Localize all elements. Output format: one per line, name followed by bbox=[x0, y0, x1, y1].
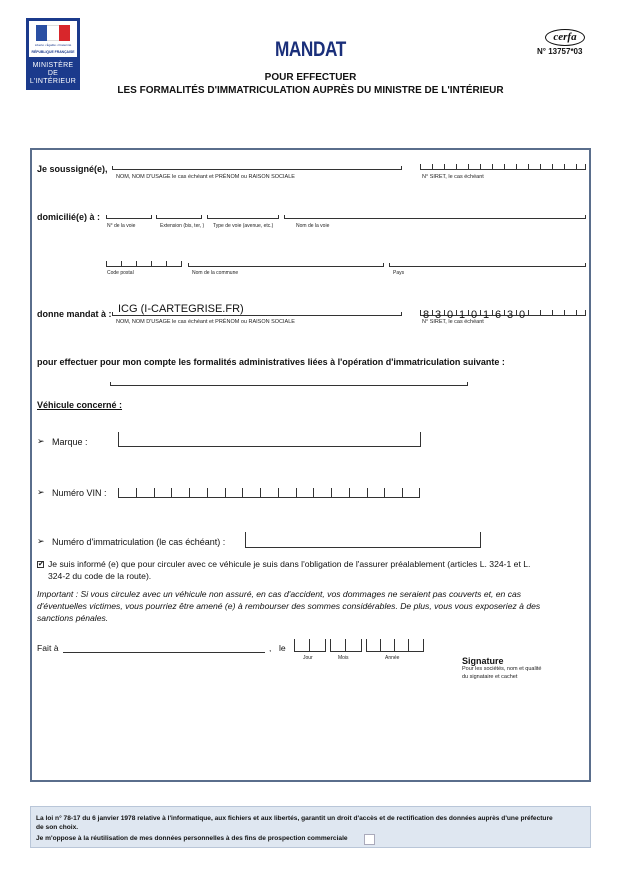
mandat-value: ICG (I-CARTEGRISE.FR) bbox=[118, 303, 244, 315]
domicile-label: domicilié(e) à : bbox=[37, 212, 101, 222]
marque-label: Marque : bbox=[52, 437, 88, 447]
ministry-name: MINISTÈRE DE L'INTÉRIEUR bbox=[29, 62, 77, 85]
operation-label: pour effectuer pour mon compte les formalités administratives liées à l'opération d'immatriculation suivante : bbox=[37, 357, 505, 367]
assurance-text-1: Je suis informé (e) que pour circuler avec ce véhicule je suis dans l'obligation de l'assurer préalablement (articles L. 324-1 et L. bbox=[48, 559, 531, 569]
assurance-text-2: 324-2 du code de la route). bbox=[48, 571, 152, 581]
siret-digit: 8 bbox=[422, 309, 430, 321]
siret-digit: 3 bbox=[434, 309, 442, 321]
commune-hint: Nom de la commune bbox=[192, 270, 239, 276]
assurance-checkbox[interactable]: ✔ bbox=[38, 561, 44, 568]
le-label: le bbox=[279, 643, 286, 653]
siret-digit: 0 bbox=[470, 309, 478, 321]
form-frame bbox=[30, 148, 591, 782]
opposition-text: Je m'oppose à la réutilisation de mes données personnelles à des fins de prospection commerciale bbox=[36, 835, 348, 842]
siret-hint-1: N° SIRET, le cas échéant bbox=[422, 174, 484, 180]
cerfa-logo: cerfa bbox=[545, 29, 585, 46]
signature-title: Signature bbox=[462, 656, 504, 666]
commune-field[interactable] bbox=[188, 263, 384, 267]
addr-type-field[interactable] bbox=[207, 215, 279, 219]
signature-hint-1: Pour les sociétés, nom et qualité bbox=[462, 666, 542, 672]
siret-digit: 0 bbox=[518, 309, 526, 321]
important-line-1: Important : Si vous circulez avec un véhicule non assuré, en cas d'accident, vos dommages ne seraient pas couverts et, en cas bbox=[37, 589, 522, 599]
siret-field-1[interactable] bbox=[420, 164, 586, 170]
immat-field[interactable] bbox=[245, 532, 481, 548]
soussigne-field[interactable] bbox=[112, 166, 402, 170]
loi-line-2: de son choix. bbox=[36, 824, 79, 831]
annee-field[interactable] bbox=[366, 640, 424, 652]
siret-hint-2: N° SIRET, le cas échéant bbox=[422, 319, 484, 325]
arrow-icon: ➢ bbox=[37, 487, 45, 497]
mandat-label: donne mandat à : bbox=[37, 309, 112, 319]
signature-hint-2: du signataire et cachet bbox=[462, 674, 518, 680]
mois-field[interactable] bbox=[330, 640, 362, 652]
jour-field[interactable] bbox=[294, 640, 326, 652]
soussigne-hint: NOM, NOM D'USAGE le cas échéant et PRÉNOM ou RAISON SOCIALE bbox=[116, 174, 295, 180]
arrow-icon: ➢ bbox=[37, 436, 45, 446]
siret-field-2[interactable] bbox=[420, 309, 586, 321]
siret-digit: 6 bbox=[494, 309, 502, 321]
marque-field[interactable] bbox=[118, 432, 421, 447]
mandat-hint: NOM, NOM D'USAGE le cas échéant et PRÉNOM ou RAISON SOCIALE bbox=[116, 319, 295, 325]
siret-digit: 1 bbox=[458, 309, 466, 321]
vehicule-heading: Véhicule concerné : bbox=[37, 400, 123, 410]
addr-name-hint: Nom de la voie bbox=[296, 223, 330, 229]
vin-label: Numéro VIN : bbox=[52, 488, 107, 498]
logo-motto: Liberté • Égalité • Fraternité bbox=[34, 43, 72, 47]
vin-field[interactable] bbox=[118, 489, 420, 498]
jour-hint: Jour bbox=[303, 655, 313, 661]
annee-hint: Année bbox=[385, 655, 400, 661]
postal-code-hint: Code postal bbox=[107, 270, 134, 276]
siret-digit: 1 bbox=[482, 309, 490, 321]
footer-notice bbox=[30, 806, 591, 848]
pays-field[interactable] bbox=[389, 263, 586, 267]
immat-label: Numéro d'immatriculation (le cas échéant) : bbox=[52, 537, 226, 547]
addr-ext-hint: Extension (bis, ter, ) bbox=[160, 223, 205, 229]
cerfa-number: N° 13757*03 bbox=[537, 47, 583, 56]
important-line-3: sanctions pénales. bbox=[37, 613, 109, 623]
page-title: MANDAT bbox=[274, 38, 346, 61]
fait-label: Fait à bbox=[37, 643, 59, 653]
addr-num-hint: N° de la voie bbox=[107, 223, 136, 229]
addr-num-field[interactable] bbox=[106, 215, 152, 219]
fait-comma: , bbox=[269, 643, 272, 653]
loi-line-1: La loi n° 78-17 du 6 janvier 1978 relative à l'informatique, aux fichiers et aux libertés, garantit un droit d'accès et de rectification des données auprès d'une préfecture bbox=[36, 815, 553, 822]
fait-field[interactable] bbox=[63, 652, 265, 653]
logo-republic: RÉPUBLIQUE FRANÇAISE bbox=[31, 50, 75, 54]
siret-digit: 0 bbox=[446, 309, 454, 321]
addr-type-hint: Type de voie (avenue, etc.) bbox=[213, 223, 274, 229]
arrow-icon: ➢ bbox=[37, 536, 45, 546]
opposition-checkbox[interactable] bbox=[364, 834, 375, 845]
addr-ext-field[interactable] bbox=[156, 215, 202, 219]
addr-name-field[interactable] bbox=[284, 215, 586, 219]
mois-hint: Mois bbox=[338, 655, 349, 661]
soussigne-label: Je soussigné(e), bbox=[37, 164, 108, 174]
subtitle-line-2: LES FORMALITÉS D'IMMATRICULATION AUPRÈS DU MINISTRE DE L'INTÉRIEUR bbox=[117, 85, 504, 96]
operation-field[interactable] bbox=[110, 382, 468, 386]
important-line-2: d'éventuelles victimes, vous pourriez être amené (e) à rembourser des sommes considérables. De plus, vous vous exposeriez à des bbox=[37, 601, 541, 611]
postal-code-field[interactable] bbox=[106, 261, 182, 267]
siret-digit: 3 bbox=[506, 309, 514, 321]
pays-hint: Pays bbox=[393, 270, 405, 276]
subtitle-line-1: POUR EFFECTUER bbox=[264, 72, 357, 83]
